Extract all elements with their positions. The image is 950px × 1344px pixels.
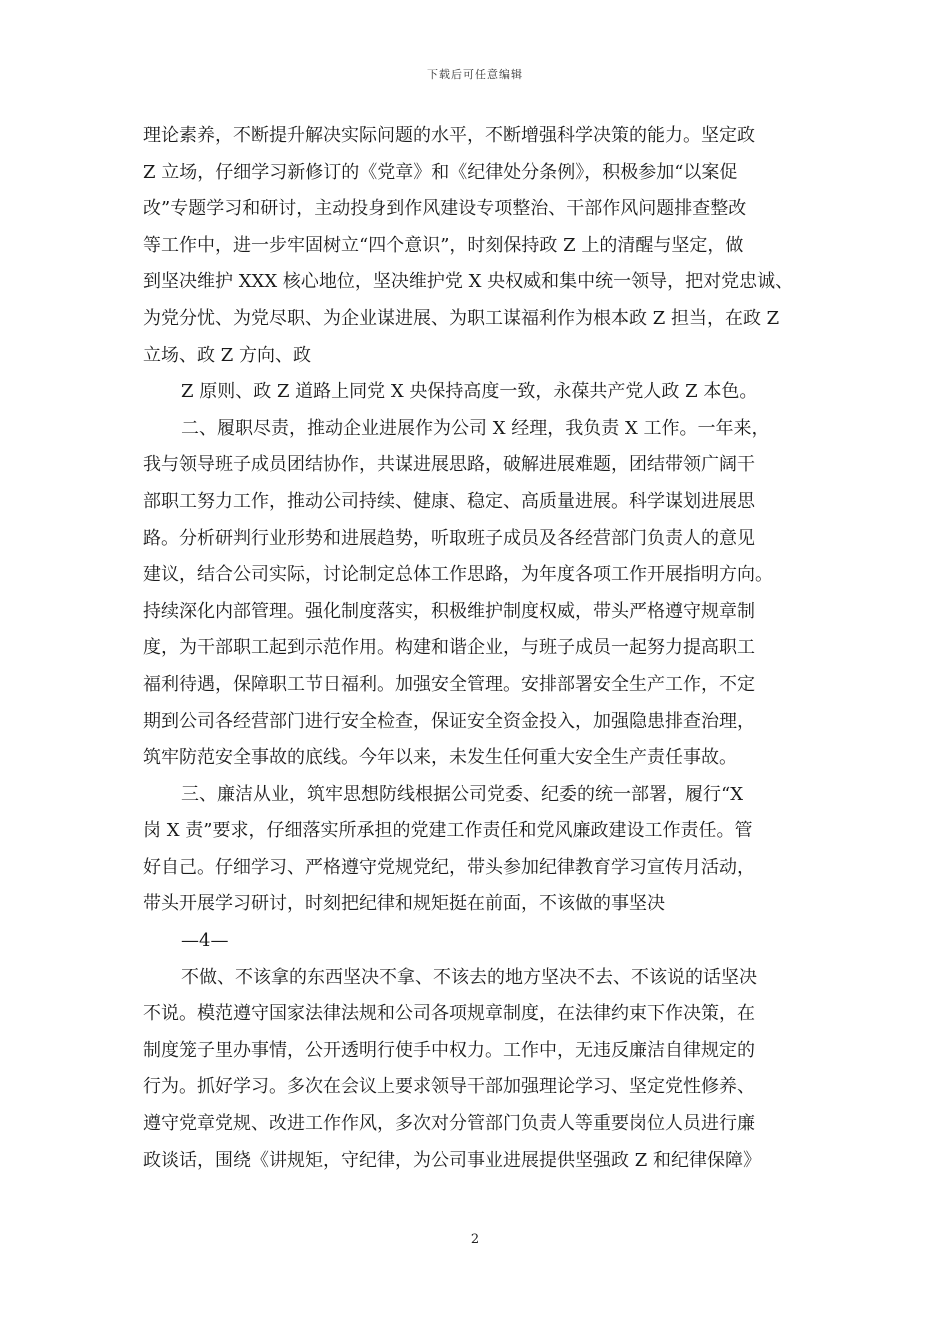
inline-page-marker <box>143 923 813 960</box>
page-number: 2 <box>470 1232 480 1247</box>
text-line: 好自己。仔细学习、严格遵守党规党纪，带头参加纪律教育学习宣传月活动， <box>143 856 755 878</box>
text-line: 为党分忧、为党尽职、为企业谋进展、为职工谋福利作为根本政 Z 担当，在政 Z <box>143 307 780 329</box>
document-body <box>143 118 813 1179</box>
text-line: 理论素养，不断提升解决实际问题的水平，不断增强科学决策的能力。坚定政 <box>143 125 755 146</box>
text-line: 遵守党章党规、改进工作作风，多次对分管部门负责人等重要岗位人员进行廉 <box>143 1113 755 1135</box>
paragraph-section-three <box>143 777 813 923</box>
text-line: 行为。抓好学习。多次在会议上要求领导干部加强理论学习、坚定党性修养、 <box>143 1076 755 1098</box>
paragraph-continued <box>143 960 813 1180</box>
text-line: 期到公司各经营部门进行安全检查，保证安全资金投入，加强隐患排查治理， <box>143 710 755 732</box>
text-line: 二、履职尽责，推动企业进展作为公司 X 经理，我负责 X 工作。一年来， <box>181 417 770 439</box>
text-line: 立场、政 Z 方向、政 <box>143 344 311 366</box>
text-line: 政谈话，围绕《讲规矩，守纪律，为公司事业进展提供坚强政 Z 和纪律保障》 <box>143 1149 761 1171</box>
text-line: 三、廉洁从业，筑牢思想防线根据公司党委、纪委的统一部署，履行“X <box>181 783 744 805</box>
text-line: 我与领导班子成员团结协作，共谋进展思路，破解进展难题，团结带领广阔干 <box>143 454 755 476</box>
text-line: 到坚决维护 XXX 核心地位，坚决维护党 X 央权威和集中统一领导，把对党忠诚、 <box>143 271 794 293</box>
paragraph-2 <box>143 374 813 411</box>
text-line: 带头开展学习研讨，时刻把纪律和规矩挺在前面，不该做的事坚决 <box>143 893 665 915</box>
text-line: Z 立场，仔细学习新修订的《党章》和《纪律处分条例》，积极参加“以案促 <box>143 161 738 183</box>
text-line: 岗 X 责”要求，仔细落实所承担的党建工作责任和党风廉政建设工作责任。管 <box>143 820 753 842</box>
text-line: 路。分析研判行业形势和进展趋势，听取班子成员及各经营部门负责人的意见 <box>143 527 755 549</box>
text-line: Z 原则、政 Z 道路上同党 X 央保持高度一致，永葆共产党人政 Z 本色。 <box>181 381 758 403</box>
paragraph-section-two <box>143 411 813 777</box>
text-line: 度，为干部职工起到示范作用。构建和谐企业，与班子成员一起努力提高职工 <box>143 637 755 659</box>
paragraph-1 <box>143 118 813 374</box>
text-line: 筑牢防范安全事故的底线。今年以来，未发生任何重大安全生产责任事故。 <box>143 747 737 769</box>
text-line: 福利待遇，保障职工节日福利。加强安全管理。安排部署安全生产工作，不定 <box>143 673 755 695</box>
page-header: 下载后可任意编辑 <box>427 68 523 81</box>
text-line: 不做、不该拿的东西坚决不拿、不该去的地方坚决不去、不该说的话坚决 <box>181 966 757 988</box>
text-line: 改”专题学习和研讨，主动投身到作风建设专项整治、干部作风问题排查整改 <box>143 198 747 220</box>
text-line: 建议，结合公司实际，讨论制定总体工作思路，为年度各项工作开展指明方向。 <box>143 564 773 586</box>
text-line: 等工作中，进一步牢固树立“四个意识”，时刻保持政 Z 上的清醒与坚定，做 <box>143 234 744 256</box>
text-line: 部职工努力工作，推动公司持续、健康、稳定、高质量进展。科学谋划进展思 <box>143 490 755 512</box>
text-line: 持续深化内部管理。强化制度落实，积极维护制度权威，带头严格遵守规章制 <box>143 600 755 622</box>
text-line: 制度笼子里办事情，公开透明行使手中权力。工作中，无违反廉洁自律规定的 <box>143 1039 755 1061</box>
text-line: 不说。模范遵守国家法律法规和公司各项规章制度，在法律约束下作决策，在 <box>143 1003 755 1025</box>
text-line: —4— <box>181 930 229 952</box>
